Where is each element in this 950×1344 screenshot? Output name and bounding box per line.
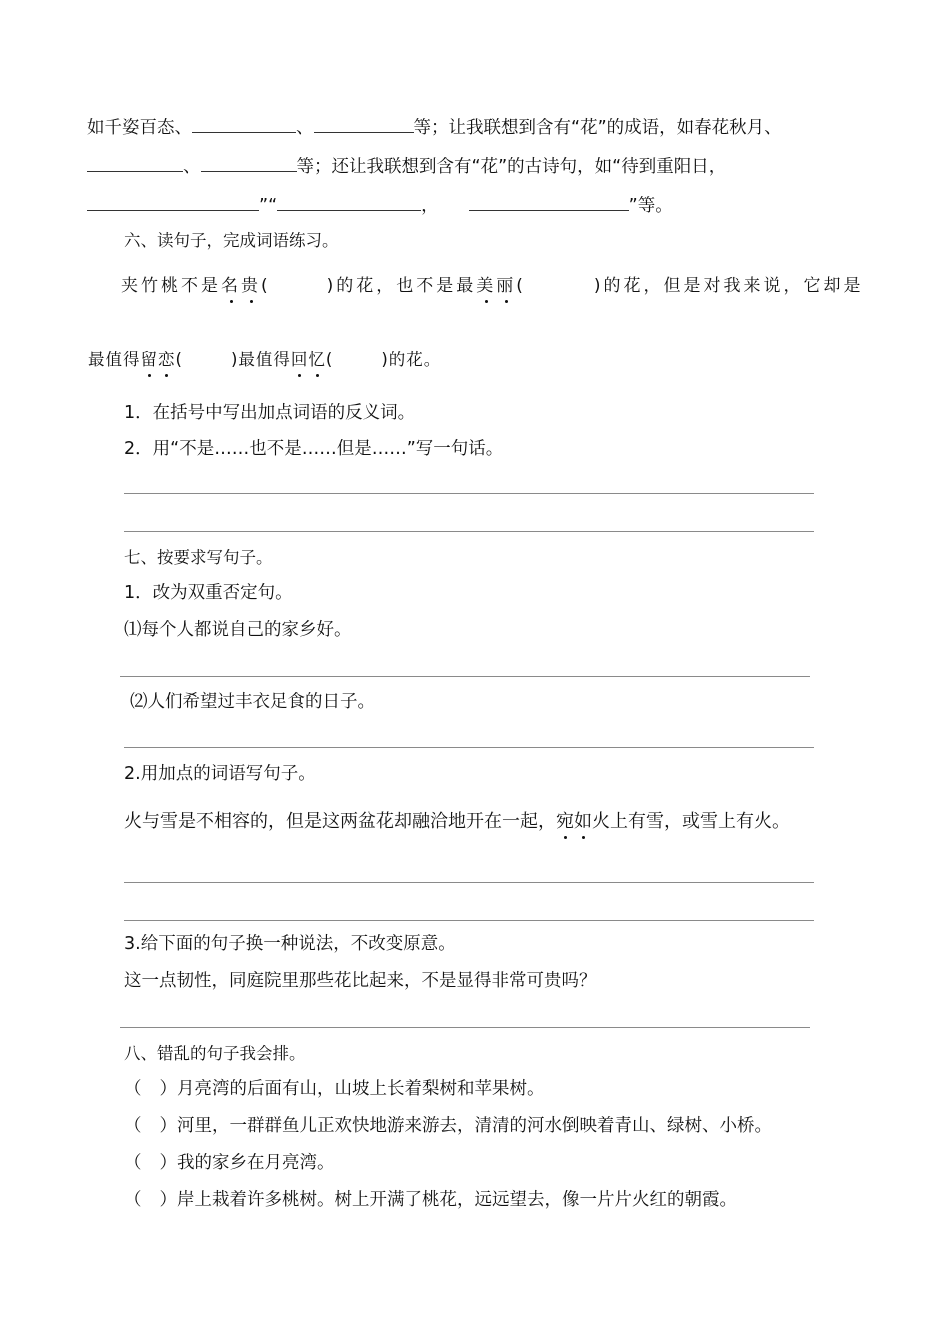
s7-q3-sentence: 这一点韧性，同庭院里那些花比起来，不是显得非常可贵吗？ — [124, 971, 597, 991]
paren-close: ） — [159, 1116, 177, 1136]
text: 等；还让我联想到含有“花”的古诗句，如“待到重阳日， — [296, 157, 727, 177]
dotted-char: 如 — [574, 811, 592, 832]
paren-open: （ — [124, 1153, 142, 1173]
paren-open: ( — [175, 350, 183, 369]
text: ”等。 — [628, 196, 673, 216]
fill-line-2 — [87, 159, 726, 177]
text: )的花，但是对我来说，它却是 — [593, 276, 864, 296]
paren-close: ） — [159, 1153, 177, 1173]
text: 夹竹桃不是 — [121, 276, 221, 296]
order-text: 我的家乡在月亮湾。 — [177, 1153, 335, 1173]
paren-open: ( — [516, 276, 526, 296]
dotted-char: 留 — [140, 350, 158, 369]
passage-line-1 — [121, 278, 864, 295]
dotted-char: 恋 — [158, 350, 176, 369]
text: ”“ — [259, 196, 278, 216]
paren-open: ( — [261, 276, 271, 296]
order-text: 河里，一群群鱼儿正欢快地游来游去，清清的河水倒映着青山、绿树、小桥。 — [177, 1116, 772, 1136]
blank-poem-1[interactable] — [87, 209, 259, 211]
answer-line[interactable] — [124, 531, 814, 532]
fill-line-1 — [87, 120, 782, 138]
section-7-title: 七、按要求写句子。 — [124, 548, 273, 567]
dotted-char: 宛 — [556, 811, 574, 832]
paren-open: （ — [124, 1116, 142, 1136]
text: )的花，也不是最 — [326, 276, 477, 296]
s7-question-3: 3.给下面的句子换一种说法，不改变原意。 — [124, 934, 456, 954]
s7-question-2: 2.用加点的词语写句子。 — [124, 764, 316, 784]
answer-line[interactable] — [124, 882, 814, 883]
s6-question-1: 1．在括号中写出加点词语的反义词。 — [124, 403, 416, 423]
blank-idiom-1[interactable] — [192, 131, 296, 133]
answer-line[interactable] — [120, 1027, 810, 1028]
paren-open: （ — [124, 1079, 142, 1099]
dotted-char: 美 — [476, 276, 497, 296]
s7-question-1: 1．改为双重否定句。 — [124, 583, 293, 603]
text: 火上有雪，或雪上有火。 — [592, 811, 790, 832]
text: 最值得 — [88, 350, 141, 369]
blank-idiom-2[interactable] — [314, 131, 414, 133]
text: 如千姿百态、 — [87, 118, 192, 138]
s7-q2-sentence — [124, 813, 790, 831]
text: )的花。 — [381, 350, 442, 369]
paren-open: ( — [325, 350, 334, 369]
blank-idiom-3[interactable] — [87, 170, 183, 172]
text: ， — [421, 196, 439, 216]
fill-line-3 — [87, 198, 673, 216]
order-item — [124, 1118, 772, 1136]
order-text: 岸上栽着许多桃树。树上开满了桃花，远远望去，像一片片火红的朝霞。 — [177, 1190, 737, 1210]
dotted-char: 回 — [290, 350, 309, 369]
dotted-char: 丽 — [496, 276, 517, 296]
order-item — [124, 1081, 545, 1099]
text: 火与雪是不相容的，但是这两盆花却融洽地开在一起， — [124, 811, 556, 832]
answer-line[interactable] — [120, 676, 810, 677]
order-text: 月亮湾的后面有山，山坡上长着梨树和苹果树。 — [177, 1079, 545, 1099]
dotted-char: 名 — [221, 276, 241, 296]
answer-line[interactable] — [124, 747, 814, 748]
answer-line[interactable] — [124, 493, 814, 494]
text: 、 — [183, 157, 201, 177]
order-item — [124, 1192, 737, 1210]
paren-close: ） — [159, 1079, 177, 1099]
passage-line-2 — [88, 352, 441, 369]
dotted-char: 贵 — [241, 276, 261, 296]
s7-q1-item-1: ⑴每个人都说自己的家乡好。 — [124, 620, 352, 640]
section-6-title: 六、读句子，完成词语练习。 — [124, 231, 339, 250]
dotted-char: 忆 — [308, 350, 326, 369]
paren-close: ） — [159, 1190, 177, 1210]
s7-q1-item-2: ⑵人们希望过丰衣足食的日子。 — [130, 692, 375, 712]
text: 等；让我联想到含有“花”的成语，如春花秋月、 — [413, 118, 782, 138]
s6-question-2: 2．用“不是……也不是……但是……”写一句话。 — [124, 439, 504, 459]
paren-open: （ — [124, 1190, 142, 1210]
section-8-title: 八、错乱的句子我会排。 — [124, 1044, 306, 1063]
text: 、 — [296, 118, 314, 138]
blank-idiom-4[interactable] — [201, 170, 297, 172]
blank-poem-2[interactable] — [277, 209, 421, 211]
answer-line[interactable] — [124, 920, 814, 921]
text: )最值得 — [230, 350, 291, 369]
order-item — [124, 1155, 335, 1173]
blank-poem-3[interactable] — [469, 209, 629, 211]
